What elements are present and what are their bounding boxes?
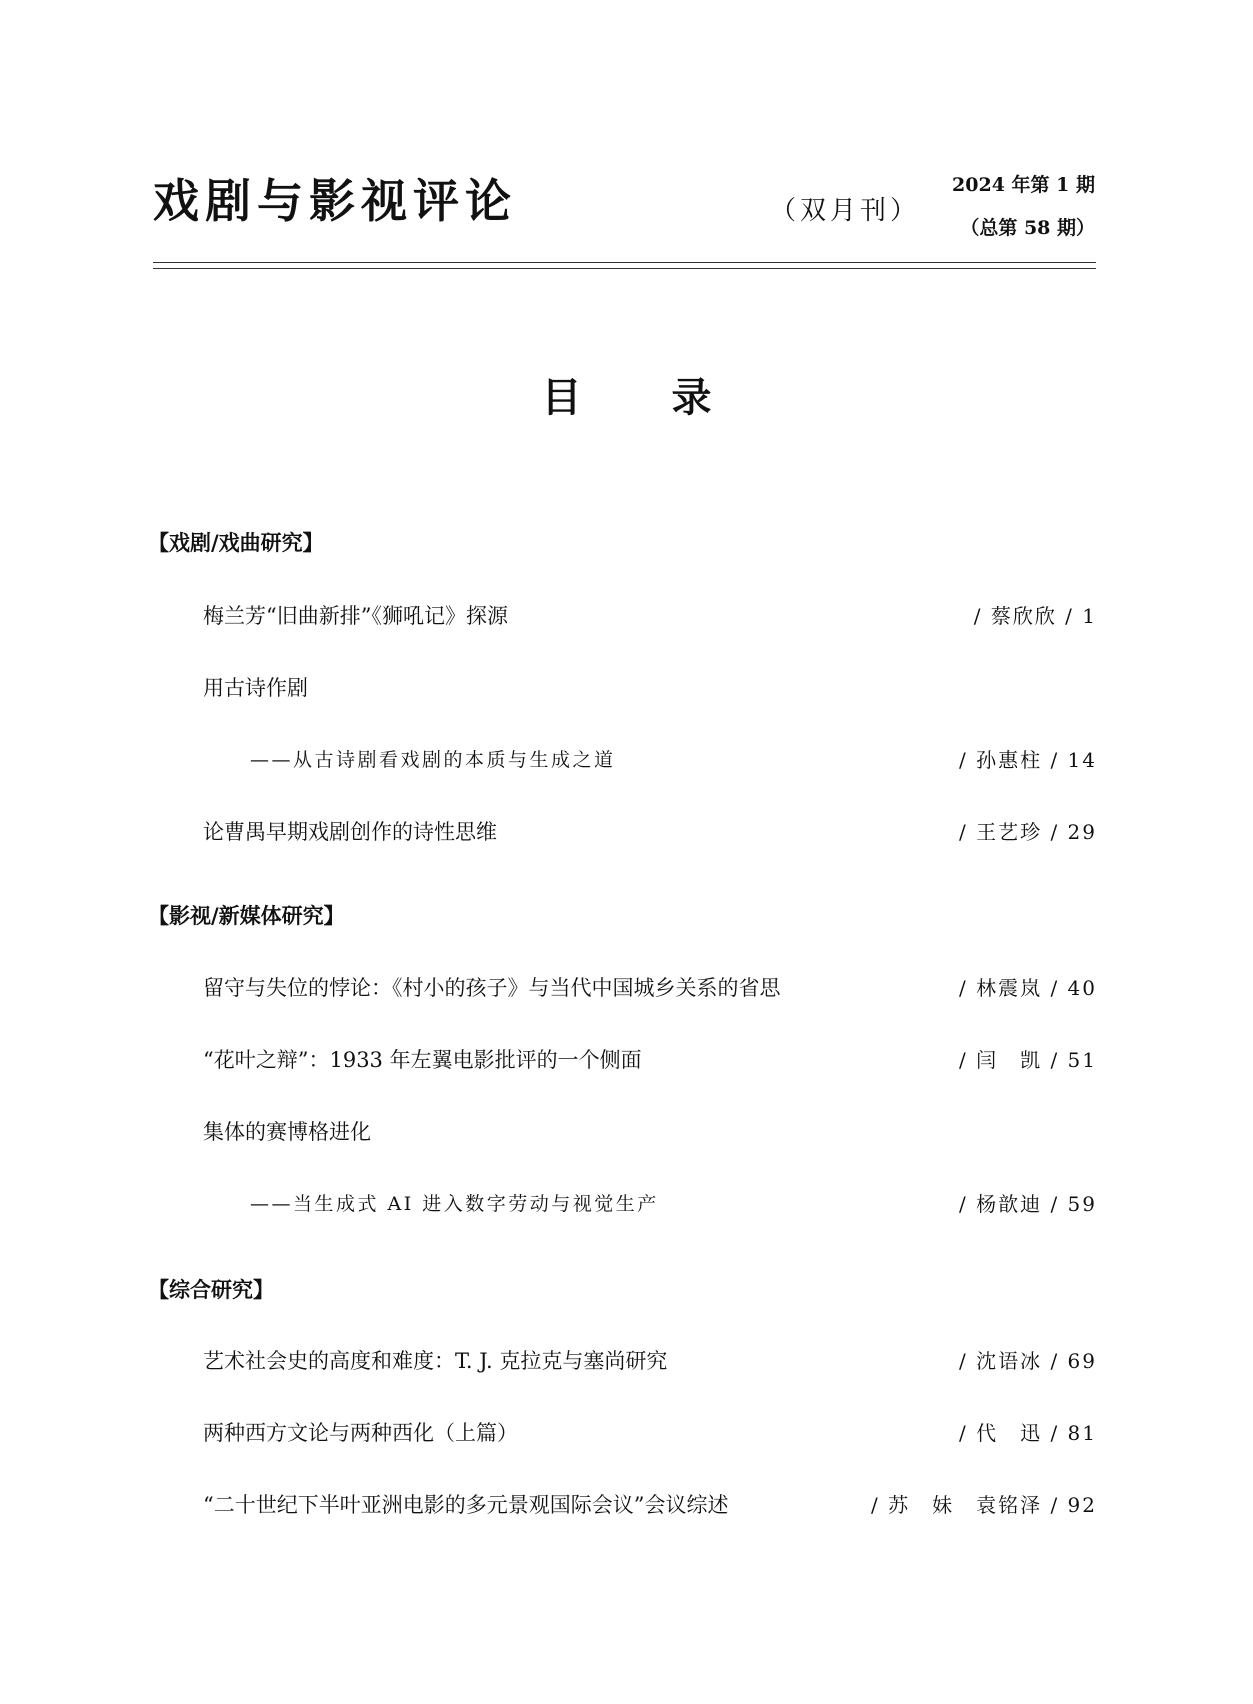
contents-heading: 目录 [541,375,802,421]
entry-byline: / 代 迅 / 81 [959,1421,1097,1445]
section-header-drama: 【戏剧/戏曲研究】 [148,531,324,555]
entry-title: “花叶之辩”：1933 年左翼电影批评的一个侧面 [203,1048,642,1072]
entry-title: 两种西方文论与两种西化（上篇） [203,1421,518,1445]
header-rule-bottom [153,268,1096,269]
journal-title: 戏剧与影视评论 [153,174,517,228]
publication-frequency: （双月刊） [770,196,921,226]
entry-byline: / 蔡欣欣 / 1 [973,604,1097,628]
toc-entry[interactable] [203,1045,1097,1075]
section-header-general: 【综合研究】 [148,1278,274,1302]
entry-title: 集体的赛博格进化 [203,1120,371,1144]
toc-entry[interactable] [203,673,1097,703]
toc-entry[interactable] [203,1346,1097,1376]
entry-byline: / 沈语冰 / 69 [959,1349,1097,1373]
toc-entry[interactable] [203,1418,1097,1448]
entry-byline: / 王艺珍 / 29 [959,820,1097,844]
entry-title: 留守与失位的悖论：《村小的孩子》与当代中国城乡关系的省思 [203,976,781,1000]
issue-info [952,176,1095,238]
toc-entry-subtitle[interactable] [203,745,1097,775]
toc-entry[interactable] [203,817,1097,847]
issue-year-number: 2024 年第 1 期 [952,174,1095,196]
entry-title: “二十世纪下半叶亚洲电影的多元景观国际会议”会议综述 [203,1493,729,1517]
entry-byline: / 闫 凯 / 51 [959,1048,1097,1072]
entry-subtitle: ——当生成式 AI 进入数字劳动与视觉生产 [250,1193,659,1215]
toc-entry[interactable] [203,601,1097,631]
entry-byline: / 孙惠柱 / 14 [959,748,1097,772]
toc-entry-subtitle[interactable] [203,1189,1097,1219]
entry-subtitle: ——从古诗剧看戏剧的本质与生成之道 [250,749,616,771]
entry-byline: / 杨歆迪 / 59 [959,1192,1097,1216]
entry-title: 艺术社会史的高度和难度：T. J. 克拉克与塞尚研究 [203,1349,668,1373]
toc-entry[interactable] [203,1490,1097,1520]
section-header-film: 【影视/新媒体研究】 [148,904,345,928]
entry-byline: / 苏 妹 袁铭泽 / 92 [871,1493,1097,1517]
entry-title: 用古诗作剧 [203,676,308,700]
header-rule-top [153,262,1096,263]
issue-total: （总第 58 期） [960,217,1095,239]
entry-byline: / 林震岚 / 40 [959,976,1097,1000]
entry-title: 梅兰芳“旧曲新排”《狮吼记》探源 [203,604,508,628]
toc-entry[interactable] [203,1117,1097,1147]
entry-title: 论曹禺早期戏剧创作的诗性思维 [203,820,497,844]
toc-entry[interactable] [203,973,1097,1003]
